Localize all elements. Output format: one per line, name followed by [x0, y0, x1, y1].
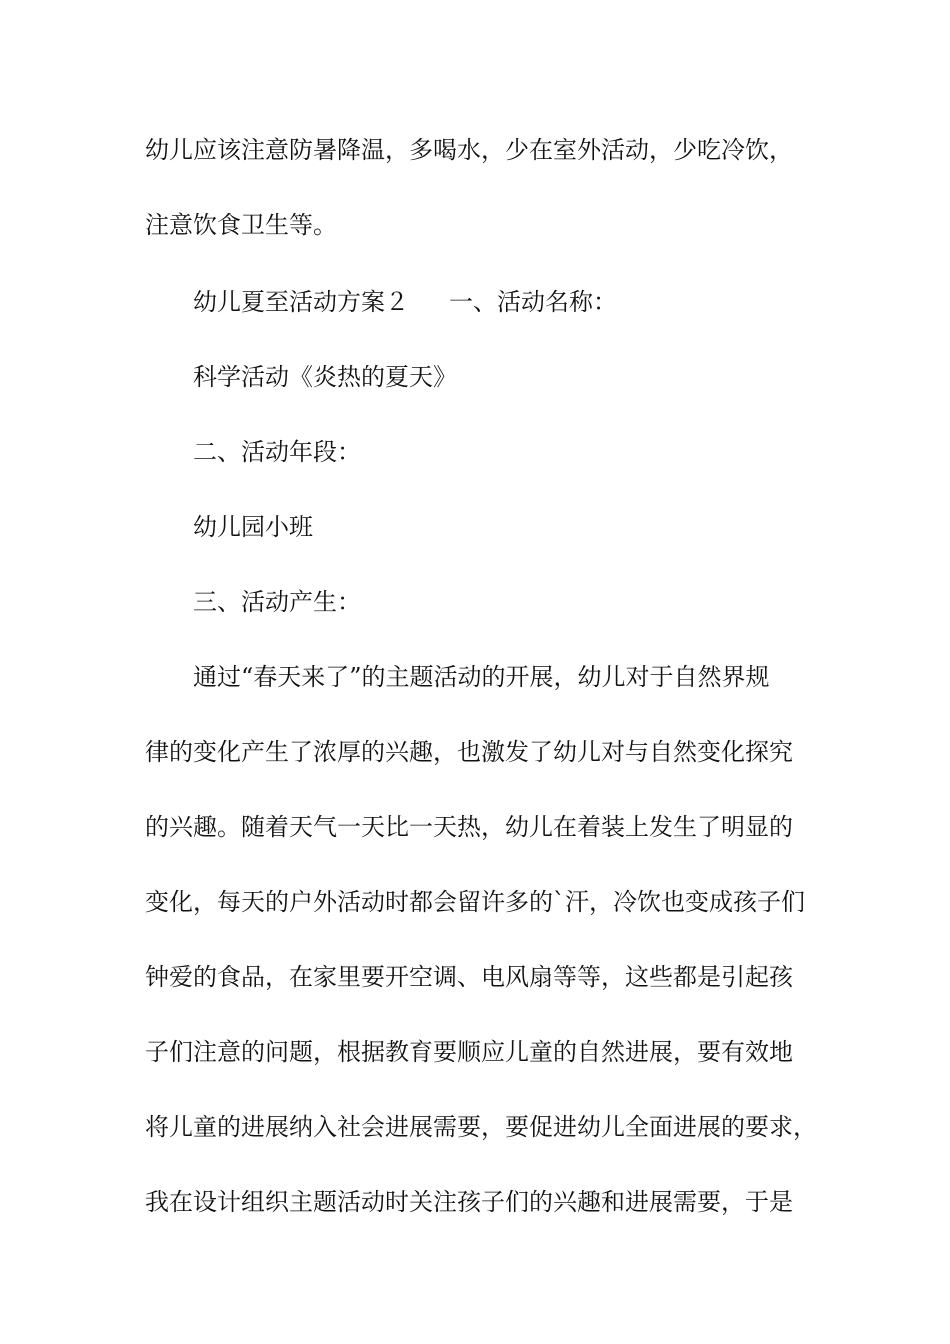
body-text-line: 律的变化产生了浓厚的兴趣，也激发了幼儿对与自然变化探究 — [145, 738, 793, 766]
section-item-name: 一、活动名称： — [449, 288, 617, 316]
section-item-origin: 三、活动产生： — [193, 588, 361, 616]
section-item-grade: 二、活动年段： — [193, 438, 361, 466]
body-text-line: 通过“春天来了”的主题活动的开展，幼儿对于自然界规 — [193, 663, 770, 691]
plan-title: 幼儿夏至活动方案２ — [193, 288, 409, 316]
body-text-line: 幼儿应该注意防暑降温，多喝水，少在室外活动，少吃冷饮， — [145, 136, 793, 164]
section-heading — [193, 282, 825, 322]
body-text-line: 我在设计组织主题活动时关注孩子们的兴趣和进展需要，于是 — [145, 1188, 793, 1216]
body-text-line: 将儿童的进展纳入社会进展需要，要促进幼儿全面进展的要求， — [145, 1113, 817, 1141]
body-text-line: 变化，每天的户外活动时都会留许多的`汗，冷饮也变成孩子们 — [145, 888, 805, 916]
grade-value: 幼儿园小班 — [193, 513, 313, 541]
activity-name-value: 科学活动《炎热的夏天》 — [193, 363, 457, 391]
body-text-line: 子们注意的问题，根据教育要顺应儿童的自然进展，要有效地 — [145, 1038, 793, 1066]
body-text-line: 的兴趣。随着天气一天比一天热，幼儿在着装上发生了明显的 — [145, 813, 793, 841]
body-text-line: 注意饮食卫生等。 — [145, 211, 337, 239]
body-text-line: 钟爱的食品，在家里要开空调、电风扇等等，这些都是引起孩 — [145, 963, 793, 991]
